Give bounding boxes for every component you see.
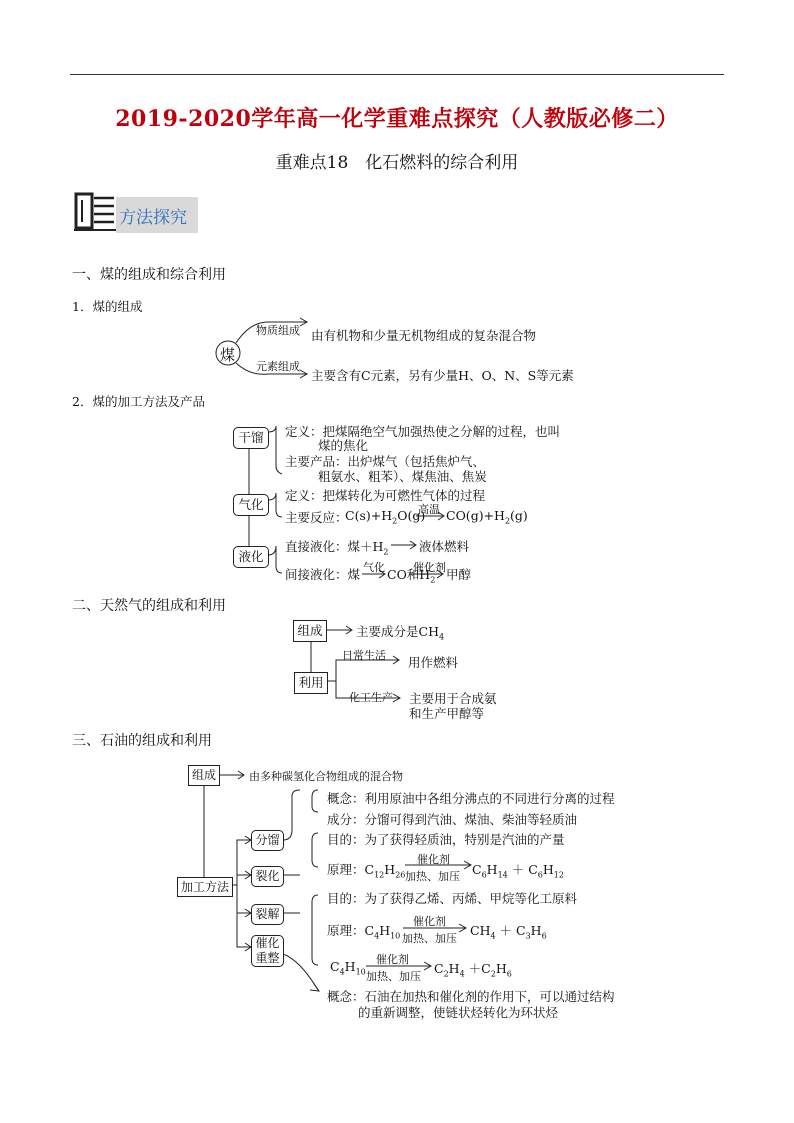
crack-principle: 原理：$C_{12}H_{26}$ xyxy=(327,862,406,880)
liq-direct-prod: 液体燃料 xyxy=(419,539,470,554)
deep-cond-bottom: 加热、加压 xyxy=(402,932,457,945)
oil-comp-text: 由多种碳氢化合物组成的混合物 xyxy=(249,770,403,783)
deep2-cond-top: 催化剂 xyxy=(376,953,409,966)
liq-direct: 直接液化：煤$+H_2$ xyxy=(285,539,389,557)
gas-react-left: $C(s)+H_2O(g)$ xyxy=(345,508,426,526)
gas-react-label: 主要反应： xyxy=(285,510,348,525)
chem-text-2: 和生产甲醇等 xyxy=(409,706,485,721)
deep-products-2: $C_2H_4 +C_2H_6$ xyxy=(434,961,512,979)
gas-def: 定义：把煤转化为可燃性气体的过程 xyxy=(285,488,486,503)
crack-aim: 目的：为了获得轻质油，特别是汽油的产量 xyxy=(327,832,565,847)
label-daily: 日常生活 xyxy=(342,649,386,662)
reform-concept-2: 的重新调整，使链状烃转化为环状烃 xyxy=(358,1005,559,1020)
dry-prod-2: 粗氨水、粗苯）、煤焦油、焦炭 xyxy=(318,469,487,484)
liq-indirect-mid: CO和$H_2$ xyxy=(387,567,436,585)
section-3-heading: 三、石油的组成和利用 xyxy=(72,733,212,749)
liq-indirect-cond-2: 催化剂 xyxy=(413,561,446,574)
box-gas-composition: 组成 xyxy=(293,620,327,642)
deep-reactant-2: $C_4H_{10}$ xyxy=(330,959,366,977)
reform-concept-1: 概念：石油在加热和催化剂的作用下，可以通过结构 xyxy=(327,989,615,1004)
liq-indirect: 间接液化：煤 xyxy=(285,567,361,582)
section-1-heading: 一、煤的组成和综合利用 xyxy=(72,267,226,283)
gas-react-right: $CO(g)+H_2(g)$ xyxy=(446,508,528,526)
crack-products: $C_6H_{14} + C_6H_{12}$ xyxy=(472,862,564,880)
deep-products-1: $CH_4 + C_3H_6$ xyxy=(470,923,547,941)
section-1-sub-2: 2．煤的加工方法及产品 xyxy=(72,394,205,409)
daily-text: 用作燃料 xyxy=(408,655,459,670)
deep-principle: 原理：$C_4H_{10}$ xyxy=(327,923,401,941)
box-deep-cracking: 裂解 xyxy=(251,904,284,925)
box-catalytic-reforming xyxy=(251,935,284,967)
label-element: 元素组成 xyxy=(256,360,300,373)
label-physical: 物质组成 xyxy=(256,324,300,337)
box-gas-use: 利用 xyxy=(294,672,328,694)
deep-cond-top: 催化剂 xyxy=(413,915,446,928)
page-title: 2019-2020学年高一化学重难点探究（人教版必修二） xyxy=(115,106,679,132)
box-dry-distillation: 干馏 xyxy=(233,427,269,449)
label-chem: 化工生产 xyxy=(349,691,393,704)
deep2-cond-bottom: 加热、加压 xyxy=(366,970,421,983)
section-1-sub-1: 1．煤的组成 xyxy=(72,299,143,314)
frac-concept: 概念：利用原油中各组分沸点的不同进行分离的过程 xyxy=(327,791,615,806)
gas-comp-text: 主要成分是$CH_4$ xyxy=(356,624,445,642)
chem-text-1: 主要用于合成氨 xyxy=(409,691,497,706)
crack-cond-bottom: 加热、加压 xyxy=(405,870,460,883)
box-oil-composition: 组成 xyxy=(188,765,220,786)
gas-react-cond: 高温 xyxy=(418,503,440,516)
box-cracking: 裂化 xyxy=(251,866,284,887)
crack-cond-top: 催化剂 xyxy=(417,853,450,866)
banner-title: 方法探究 xyxy=(119,208,187,228)
section-2-heading: 二、天然气的组成和利用 xyxy=(72,598,226,614)
deep-aim: 目的：为了获得乙烯、丙烯、甲烷等化工原料 xyxy=(327,891,578,906)
dry-prod-1: 主要产品：出炉煤气（包括焦炉气、 xyxy=(285,454,486,469)
liq-indirect-cond-1: 气化 xyxy=(363,561,385,574)
reform-label-2: 重整 xyxy=(255,951,280,965)
reform-label-1: 催化 xyxy=(255,936,280,950)
liq-indirect-prod: 甲醇 xyxy=(446,567,472,582)
frac-composition: 成分：分馏可得到汽油、煤油、柴油等轻质油 xyxy=(327,812,578,827)
text-physical: 由有机物和少量无机物组成的复杂混合物 xyxy=(311,328,537,343)
box-processing-method: 加工方法 xyxy=(177,877,233,897)
box-liquefaction: 液化 xyxy=(233,546,269,568)
text-element: 主要含有C元素，另有少量H、O、N、S等元素 xyxy=(311,368,574,383)
dry-def-2: 煤的焦化 xyxy=(318,438,369,453)
box-fractionation: 分馏 xyxy=(251,830,284,851)
dry-def-1: 定义：把煤隔绝空气加强热使之分解的过程，也叫 xyxy=(285,424,561,439)
coal-label: 煤 xyxy=(220,346,236,364)
box-gasification: 气化 xyxy=(233,494,269,516)
page-subtitle: 重难点18 化石燃料的综合利用 xyxy=(275,153,519,173)
